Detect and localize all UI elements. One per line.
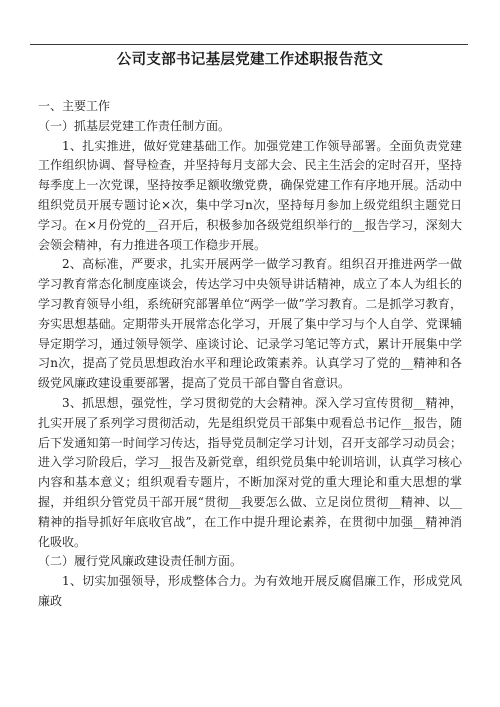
paragraph-4: 1、切实加强领导，形成整体合力。为有效地开展反腐倡廉工作，形成党风廉政 [38, 574, 462, 608]
document-body [38, 97, 462, 612]
paragraph-2: 2、高标准，严要求，扎实开展两学一做学习教育。组织召开推进两学一做学习教育常态化制度座谈会，传达学习中央领导讲话精神，成立了本人为组长的学习教育领导小组，系统研究部署单位“两学一做”学习教育。二是抓学习教育，夯实思想基础。定期带头开展常态化学习，开展了集中学习与个人自学、党课辅导定期学习，通过领导领学、座谈讨论、记录学习笔记等方式，累计开展集中学习n次，提高了党员思想政治水平和理论政策素养。认真学习了党的__精神和各级党风廉政建设重要部署，提高了党员干部自警自省意识。 [38, 257, 462, 391]
document-title: 公司支部书记基层党建工作述职报告范文 [116, 52, 384, 68]
section-heading-main-work: 一、主要工作 [38, 99, 111, 113]
subsection-heading-responsibility: （一）抓基层党建工作责任制方面。 [38, 118, 231, 133]
paragraph-1: 1、扎实推进，做好党建基础工作。加强党建工作领导部署。全面负责党建工作组织协调、督导检查，并坚持每月支部大会、民主生活会的定时召开，坚持每季度上一次党课，坚持按季足额收缴党费，确保党建工作有序地开展。活动中组织党员开展专题讨论×次，集中学习n次，坚持每月参加上级党组织主题党日学习。在×月份党的__召开后，积极参加各级党组织举行的__报告学习，深刻大会领会精神，有力推进各项工作稳步开展。 [38, 138, 462, 252]
header-rule [30, 44, 468, 45]
paragraph-3: 3、抓思想，强党性，学习贯彻党的大会精神。深入学习宣传贯彻__精神，扎实开展了系列学习贯彻活动，先是组织党员干部集中观看总书记作__报告，随后下发通知第一时间学习传达，指导党员制定学习计划，召开支部学习动员会；进入学习阶段后，学习__报告及新党章，组织党员集中轮训培训，认真学习核心内容和基本意义；组织观看专题片，不断加深对党的重大理论和重大思想的掌握，并组织分管党员干部开展“贯彻__我要怎么做、立足岗位贯彻__精神、以__精神的指导抓好年底收官战”，在工作中提升理论素养，在贯彻中加强__精神消化吸收。 [38, 395, 462, 549]
subsection-heading-integrity: （二）履行党风廉政建设责任制方面。 [38, 554, 243, 569]
